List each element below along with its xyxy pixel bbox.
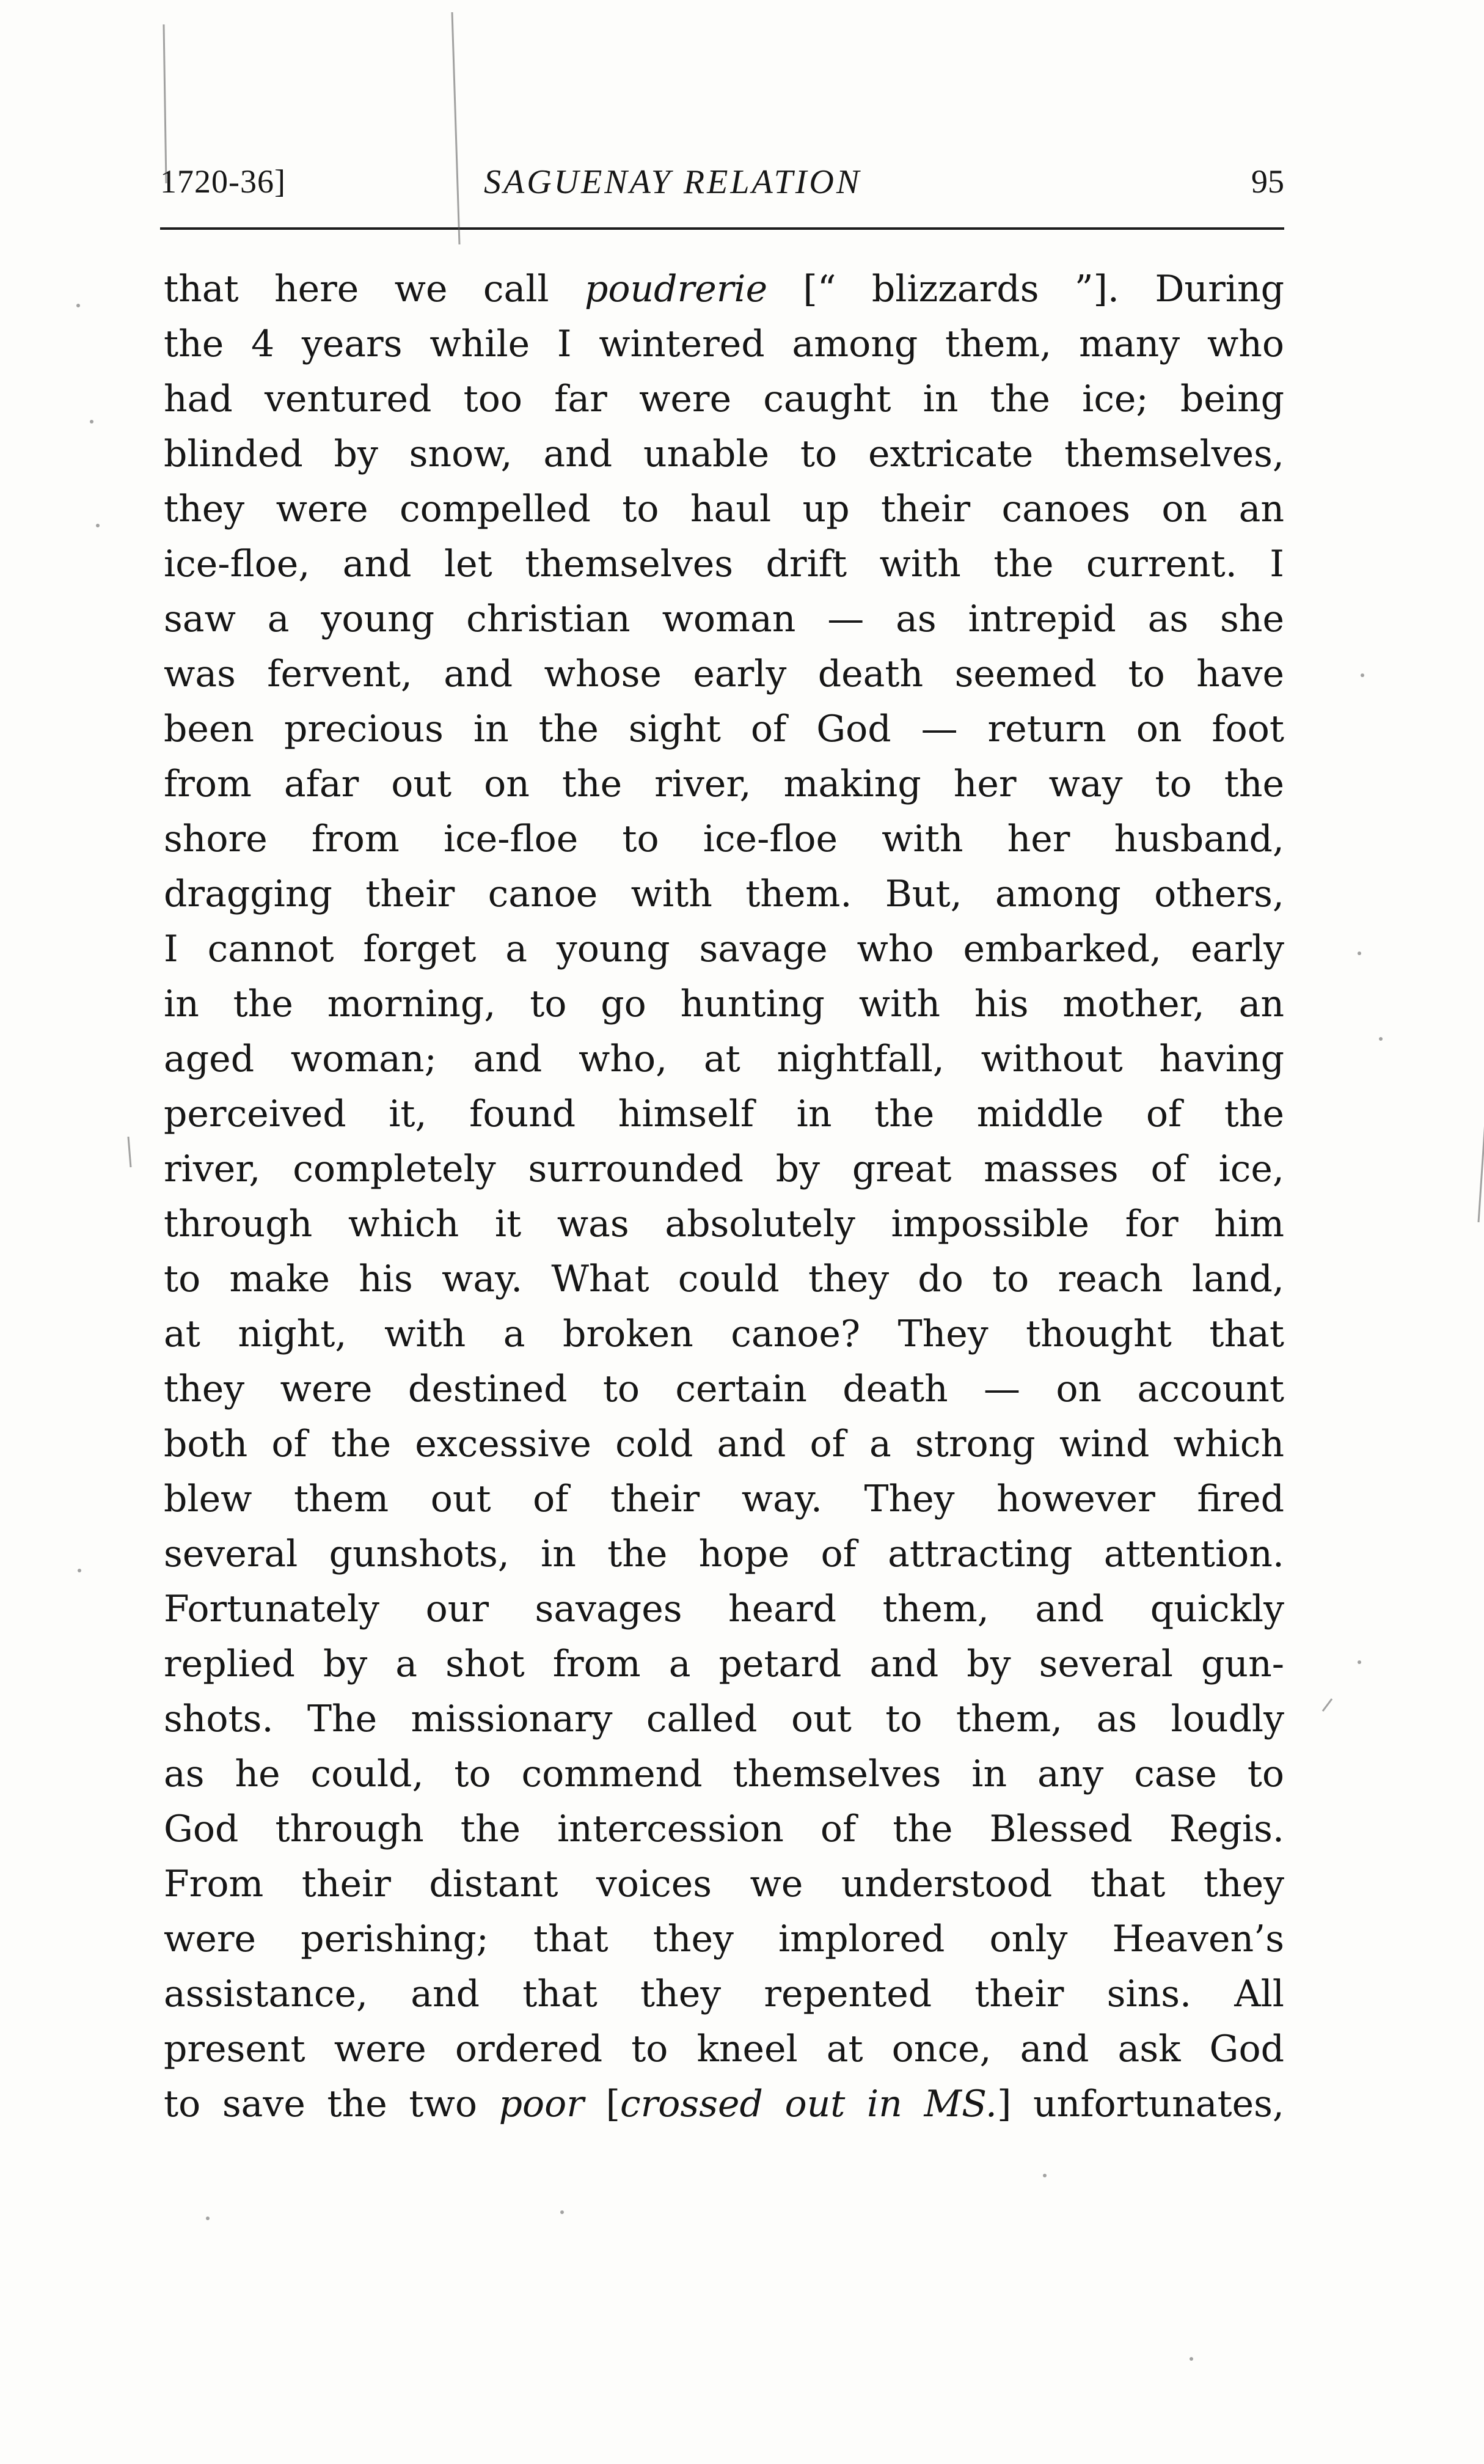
running-header bbox=[160, 158, 1284, 207]
text-line bbox=[164, 1252, 1284, 1307]
text-line bbox=[164, 1472, 1284, 1527]
header-rule bbox=[160, 227, 1284, 230]
text-segment: shots. The missionary called out to them, as loudly bbox=[164, 1698, 1284, 1740]
text-line bbox=[164, 1307, 1284, 1362]
text-line bbox=[164, 317, 1284, 372]
text-segment: assistance, and that they repented their sins. All bbox=[164, 1973, 1284, 2015]
text-segment: aged woman; and who, at nightfall, without having bbox=[164, 1038, 1284, 1080]
text-segment: God through the intercession of the Blessed Regis. bbox=[164, 1808, 1284, 1850]
italic-segment: crossed out in MS. bbox=[620, 2083, 997, 2125]
text-segment: river, completely surrounded by great masses of ice, bbox=[164, 1148, 1284, 1190]
text-segment: present were ordered to kneel at once, and ask God bbox=[164, 2028, 1284, 2070]
text-segment: ice-floe, and let themselves drift with the current. I bbox=[164, 543, 1284, 585]
text-segment: in the morning, to go hunting with his mother, an bbox=[164, 983, 1284, 1025]
text-segment: that here we call bbox=[164, 268, 585, 310]
text-line bbox=[164, 1417, 1284, 1472]
text-line bbox=[164, 1142, 1284, 1197]
text-segment: from afar out on the river, making her way to the bbox=[164, 763, 1284, 805]
text-segment: to save the two bbox=[164, 2083, 499, 2125]
header-dates: 1720-36] bbox=[160, 163, 286, 200]
text-line bbox=[164, 1857, 1284, 1912]
text-segment: blew them out of their way. They however fired bbox=[164, 1478, 1284, 1520]
text-line bbox=[164, 1967, 1284, 2022]
text-segment: ] unfortunates, bbox=[997, 2083, 1284, 2125]
scan-mark-center bbox=[452, 12, 459, 244]
header-title: SAGUENAY RELATION bbox=[484, 163, 862, 201]
text-line bbox=[164, 1087, 1284, 1142]
text-segment: [“ blizzards ”]. During bbox=[767, 268, 1284, 310]
text-segment: several gunshots, in the hope of attracting attention. bbox=[164, 1533, 1284, 1575]
text-line bbox=[164, 922, 1284, 977]
text-segment: shore from ice-floe to ice-floe with her husband, bbox=[164, 818, 1284, 860]
text-segment: [ bbox=[583, 2083, 620, 2125]
text-segment: through which it was absolutely impossible for him bbox=[164, 1203, 1284, 1245]
page-number: 95 bbox=[1251, 163, 1284, 200]
text-line bbox=[164, 647, 1284, 702]
text-segment: saw a young christian woman — as intrepid as she bbox=[164, 598, 1284, 640]
text-segment: Fortunately our savages heard them, and quickly bbox=[164, 1588, 1284, 1630]
text-line bbox=[164, 1747, 1284, 1802]
text-line bbox=[164, 372, 1284, 427]
text-line bbox=[164, 1692, 1284, 1747]
text-segment: perceived it, found himself in the middle of the bbox=[164, 1093, 1284, 1135]
text-line bbox=[164, 1912, 1284, 1967]
text-segment: replied by a shot from a petard and by several gun- bbox=[164, 1643, 1284, 1685]
text-line bbox=[164, 1802, 1284, 1857]
text-segment: From their distant voices we understood that they bbox=[164, 1863, 1284, 1905]
text-segment: to make his way. What could they do to reach land, bbox=[164, 1258, 1284, 1300]
text-segment: the 4 years while I wintered among them, many who bbox=[164, 323, 1284, 365]
text-segment: blinded by snow, and unable to extricate themselves, bbox=[164, 433, 1284, 475]
text-segment: they were destined to certain death — on account bbox=[164, 1368, 1284, 1410]
text-line bbox=[164, 1637, 1284, 1692]
body-text bbox=[164, 262, 1284, 2132]
text-segment: as he could, to commend themselves in any case to bbox=[164, 1753, 1284, 1795]
text-line bbox=[164, 1032, 1284, 1087]
text-line bbox=[164, 757, 1284, 812]
text-line bbox=[164, 702, 1284, 757]
italic-segment: poor bbox=[499, 2083, 584, 2125]
text-line bbox=[164, 867, 1284, 922]
text-line bbox=[164, 1527, 1284, 1582]
text-line bbox=[164, 262, 1284, 317]
text-line bbox=[164, 427, 1284, 482]
text-segment: were perishing; that they implored only Heaven’s bbox=[164, 1918, 1284, 1960]
text-line bbox=[164, 1362, 1284, 1417]
text-segment: at night, with a broken canoe? They thought that bbox=[164, 1313, 1284, 1355]
text-line bbox=[164, 537, 1284, 592]
italic-segment: poudrerie bbox=[584, 268, 768, 310]
text-line bbox=[164, 2077, 1284, 2132]
text-line bbox=[164, 812, 1284, 867]
text-line bbox=[164, 977, 1284, 1032]
text-segment: dragging their canoe with them. But, among others, bbox=[164, 873, 1284, 915]
text-segment: was fervent, and whose early death seemed to have bbox=[164, 653, 1284, 695]
text-line bbox=[164, 1582, 1284, 1637]
text-line bbox=[164, 2022, 1284, 2077]
text-segment: both of the excessive cold and of a strong wind which bbox=[164, 1423, 1284, 1465]
text-segment: been precious in the sight of God — return on foot bbox=[164, 708, 1284, 750]
text-segment: had ventured too far were caught in the ice; being bbox=[164, 378, 1284, 420]
text-line bbox=[164, 1197, 1284, 1252]
text-line bbox=[164, 592, 1284, 647]
text-segment: they were compelled to haul up their canoes on an bbox=[164, 488, 1284, 530]
text-line bbox=[164, 482, 1284, 537]
text-segment: I cannot forget a young savage who embarked, early bbox=[164, 928, 1284, 970]
